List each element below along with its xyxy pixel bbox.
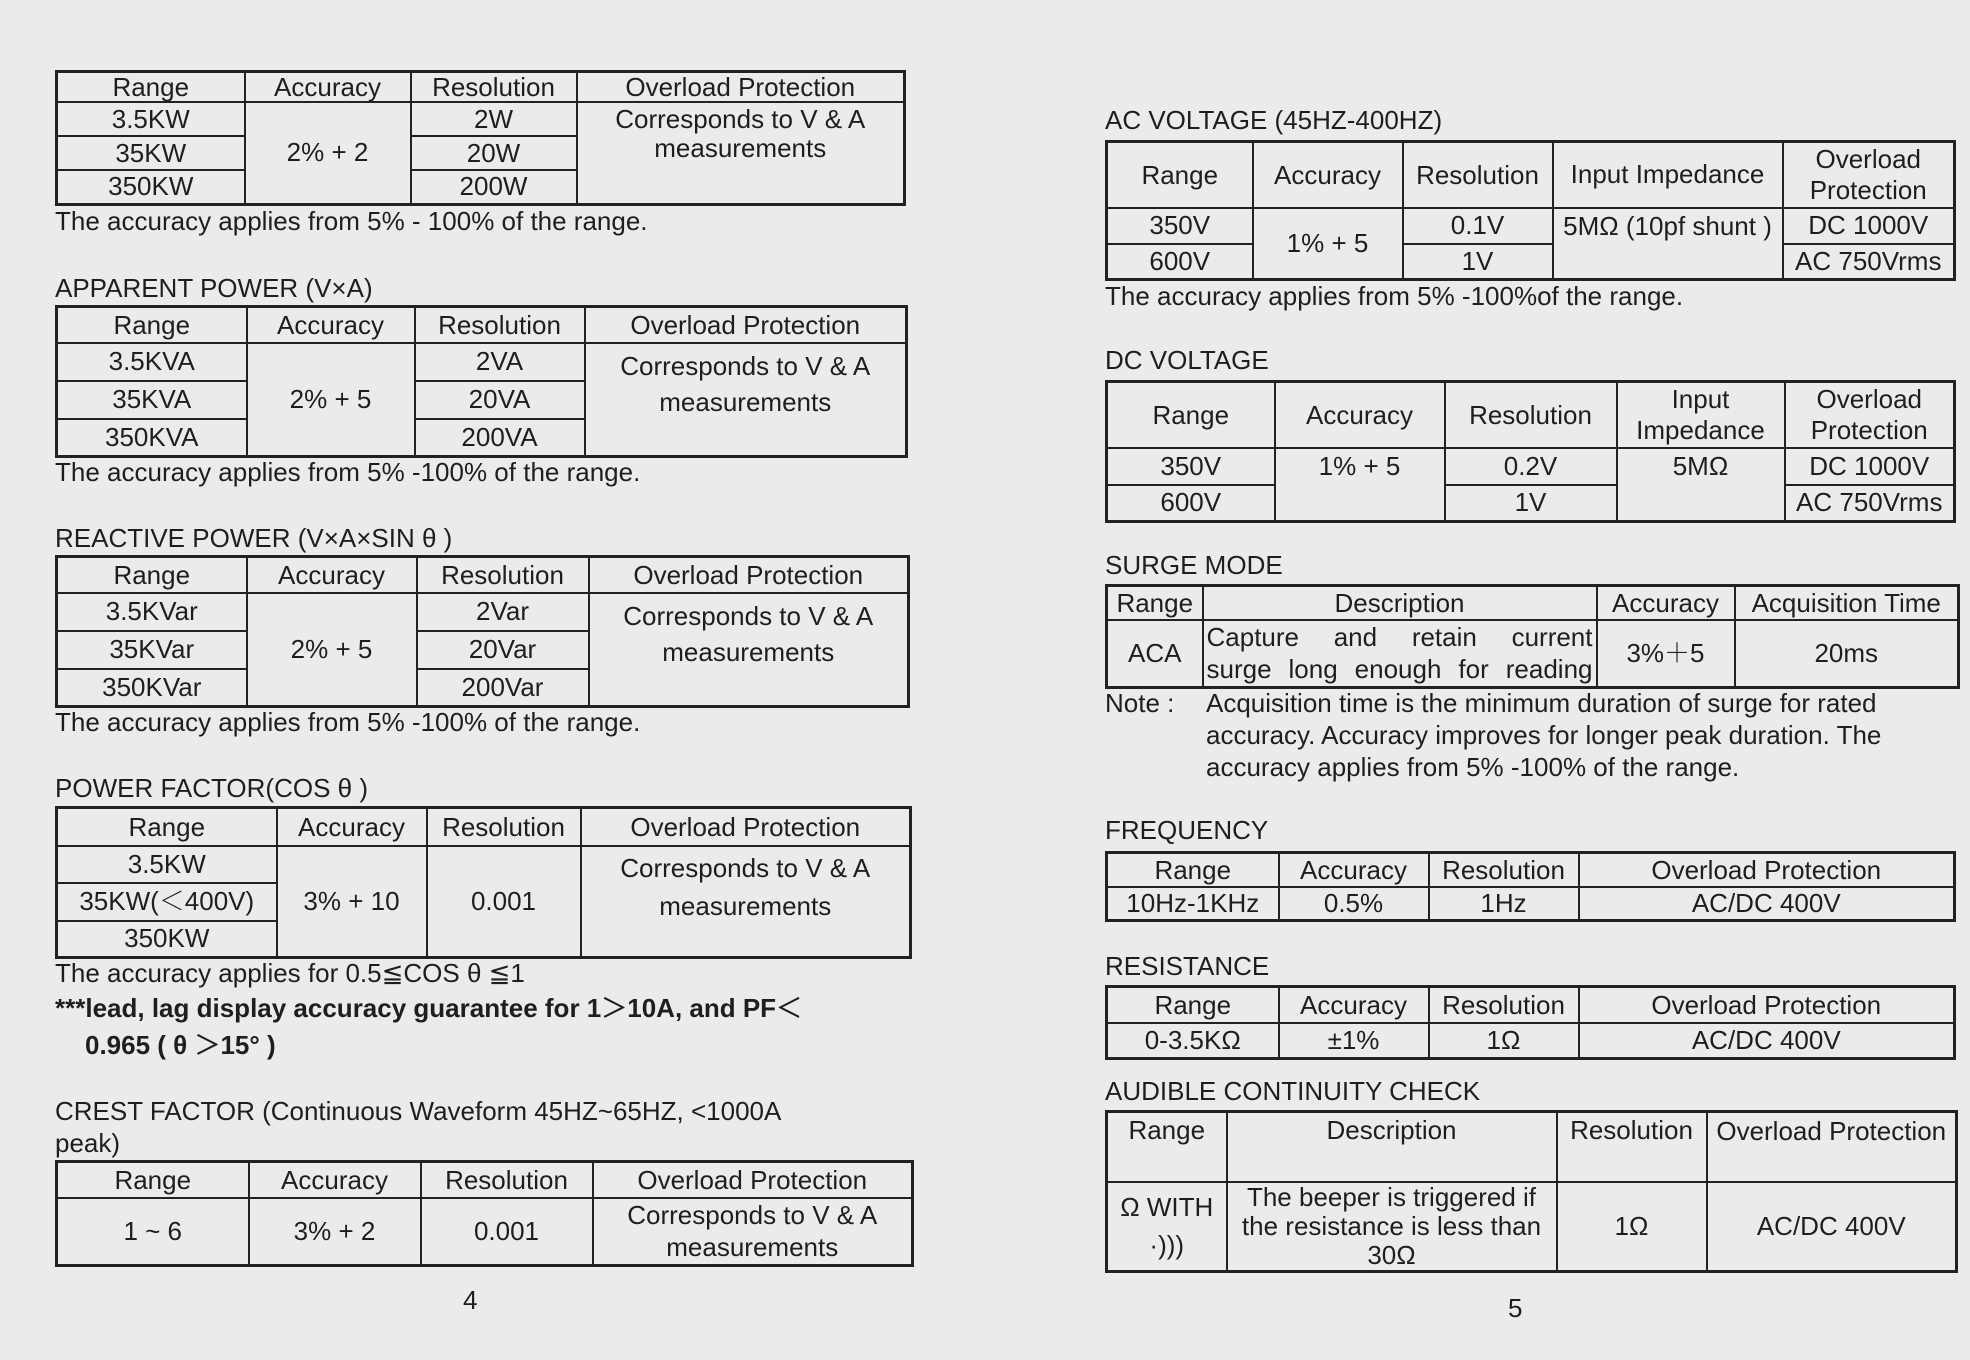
range-cell: 0-3.5KΩ: [1107, 1023, 1279, 1059]
overload-cell: [581, 846, 911, 958]
continuity-title: AUDIBLE CONTINUITY CHECK: [1105, 1076, 1481, 1106]
crest-factor-title-cont: peak): [55, 1128, 121, 1158]
range-cell: 350KVar: [57, 669, 247, 707]
ac-voltage-title: AC VOLTAGE (45HZ-400HZ): [1105, 105, 1443, 135]
col-header: Resolution: [1403, 142, 1553, 208]
resolution-cell: 1V: [1403, 244, 1553, 280]
continuity-table: [1105, 1110, 1958, 1273]
range-cell: 35KVar: [57, 631, 247, 669]
col-header: Range: [1107, 987, 1279, 1023]
overload-line: measurements: [666, 1232, 839, 1263]
overload-cell: AC 750Vrms: [1785, 485, 1955, 522]
range-cell: 3.5KW: [57, 846, 277, 883]
col-header: Resolution: [415, 307, 585, 343]
overload-line: measurements: [662, 636, 835, 667]
overload-cell: AC/DC 400V: [1579, 1023, 1955, 1059]
col-header: Accuracy: [249, 1162, 421, 1198]
resolution-cell: 2W: [411, 102, 577, 136]
col-header: Resolution: [1445, 382, 1617, 448]
col-header: Overload Protection: [593, 1162, 913, 1198]
description-line: Capture and retain current: [1206, 622, 1593, 653]
range-cell: 600V: [1107, 485, 1275, 522]
col-header: Overload Protection: [1783, 142, 1955, 208]
col-header: Accuracy: [1279, 853, 1429, 887]
range-cell: ACA: [1107, 620, 1203, 688]
surge-mode-title: SURGE MODE: [1105, 550, 1283, 580]
continuity-beeper-symbol: ·))): [1149, 1230, 1185, 1261]
accuracy-cell: 0.5%: [1279, 887, 1429, 921]
accuracy-cell: ±1%: [1279, 1023, 1429, 1059]
description-line: surge long enough for reading: [1206, 654, 1593, 685]
surge-note-label: Note :: [1105, 688, 1175, 718]
resistance-table: [1105, 985, 1956, 1060]
col-header: Description: [1227, 1112, 1557, 1182]
resolution-cell: 1Hz: [1429, 887, 1579, 921]
range-cell: 35KVA: [57, 381, 247, 419]
accuracy-cell: 1% + 5: [1275, 448, 1445, 522]
range-cell: 350KW: [57, 921, 277, 958]
power-table: [55, 70, 906, 206]
power-factor-note: The accuracy applies for 0.5≦COS θ ≦1: [55, 958, 525, 988]
range-cell: 350KVA: [57, 419, 247, 457]
range-cell: 3.5KVA: [57, 343, 247, 381]
reactive-power-table: [55, 555, 910, 708]
resolution-cell: 0.001: [421, 1198, 593, 1266]
acquisition-time-cell: 20ms: [1735, 620, 1959, 688]
power-factor-lead-lag-note: ***lead, lag display accuracy guarantee for 1＞10A, and PF＜: [55, 993, 803, 1023]
resolution-cell: 20VA: [415, 381, 585, 419]
description-cell: [1203, 620, 1597, 688]
frequency-title: FREQUENCY: [1105, 815, 1269, 845]
resolution-cell: 20W: [411, 136, 577, 170]
col-header: Range: [1107, 853, 1279, 887]
overload-cell: DC 1000V: [1783, 208, 1955, 244]
range-cell: [1107, 1182, 1227, 1272]
resolution-cell: 2Var: [417, 593, 589, 631]
impedance-cell: 5MΩ: [1617, 448, 1785, 522]
overload-cell: [589, 593, 909, 707]
dc-voltage-title: DC VOLTAGE: [1105, 345, 1269, 375]
col-header: Range: [57, 307, 247, 343]
range-cell: 3.5KVar: [57, 593, 247, 631]
col-header: Accuracy: [1279, 987, 1429, 1023]
col-header: Accuracy: [245, 72, 411, 103]
col-header: Range: [57, 808, 277, 846]
crest-factor-table: [55, 1160, 914, 1267]
dc-voltage-table: [1105, 380, 1956, 523]
col-header: Overload Protection: [589, 557, 909, 593]
power-factor-title: POWER FACTOR(COS θ ): [55, 773, 368, 803]
resolution-cell: 200Var: [417, 669, 589, 707]
overload-cell: AC/DC 400V: [1707, 1182, 1957, 1272]
col-header: Overload Protection: [1579, 853, 1955, 887]
col-header: Range: [57, 72, 245, 103]
apparent-power-table: [55, 305, 908, 458]
overload-line: measurements: [659, 386, 832, 417]
resolution-cell: 2VA: [415, 343, 585, 381]
frequency-table: [1105, 851, 1956, 922]
range-cell: 350KW: [57, 170, 245, 204]
range-cell: 35KW: [57, 136, 245, 170]
surge-note-line: Acquisition time is the minimum duration of surge for rated: [1206, 688, 1877, 718]
reactive-power-title: REACTIVE POWER (V×A×SIN θ ): [55, 523, 453, 553]
accuracy-cell: 3%＋5: [1597, 620, 1735, 688]
col-header: Range: [1107, 382, 1275, 448]
range-cell: 10Hz-1KHz: [1107, 887, 1279, 921]
power-factor-table: [55, 806, 912, 959]
col-header: Overload Protection: [1579, 987, 1955, 1023]
ac-voltage-note: The accuracy applies from 5% -100%of the range.: [1105, 281, 1684, 311]
power-factor-lead-lag-note-cont: 0.965 ( θ ＞15° ): [85, 1030, 276, 1060]
col-header: Resolution: [1557, 1112, 1707, 1182]
resolution-cell: 0.001: [427, 846, 581, 958]
col-header: Input Impedance: [1617, 382, 1785, 448]
col-header: Resolution: [427, 808, 581, 846]
col-header: Resolution: [1429, 987, 1579, 1023]
accuracy-cell: 3% + 10: [277, 846, 427, 958]
reactive-power-note: The accuracy applies from 5% -100% of the range.: [55, 707, 641, 737]
accuracy-cell: 2% + 5: [247, 343, 415, 457]
overload-line: measurements: [659, 890, 832, 921]
accuracy-cell: 1% + 5: [1253, 208, 1403, 280]
overload-cell: [585, 343, 907, 457]
overload-cell: AC/DC 400V: [1579, 887, 1955, 921]
accuracy-cell: 2% + 2: [245, 102, 411, 204]
col-header: Overload Protection: [1785, 382, 1955, 448]
range-cell: 3.5KW: [57, 102, 245, 136]
col-header: Accuracy: [277, 808, 427, 846]
surge-note-line: accuracy. Accuracy improves for longer peak duration. The: [1206, 720, 1882, 750]
resolution-cell: 1Ω: [1557, 1182, 1707, 1272]
col-header: Range: [1107, 142, 1253, 208]
resolution-cell: 1V: [1445, 485, 1617, 522]
accuracy-cell: 3% + 2: [249, 1198, 421, 1266]
description-line: The beeper is triggered if: [1246, 1181, 1537, 1212]
col-header: Range: [57, 1162, 249, 1198]
description-line: the resistance is less than: [1241, 1210, 1542, 1241]
surge-note-line: accuracy applies from 5% -100% of the range.: [1206, 752, 1740, 782]
description-line: 30Ω: [1367, 1239, 1416, 1270]
page-number: 5: [1508, 1293, 1523, 1323]
overload-cell: DC 1000V: [1785, 448, 1955, 485]
overload-cell: [593, 1198, 913, 1266]
col-header: Overload Protection: [1707, 1112, 1957, 1182]
col-header: Resolution: [417, 557, 589, 593]
overload-cell: AC 750Vrms: [1783, 244, 1955, 280]
col-header: Accuracy: [1275, 382, 1445, 448]
overload-line: measurements: [654, 133, 827, 163]
col-header: Accuracy: [247, 557, 417, 593]
col-header: Range: [1107, 586, 1203, 620]
resolution-cell: 0.2V: [1445, 448, 1617, 485]
overload-line: Corresponds to V & A: [623, 600, 874, 631]
col-header: Overload Protection: [581, 808, 911, 846]
accuracy-cell: 2% + 5: [247, 593, 417, 707]
overload-line: Corresponds to V & A: [620, 350, 871, 381]
range-cell: 35KW(＜400V): [57, 883, 277, 921]
page-number: 4: [463, 1285, 478, 1315]
crest-factor-title: CREST FACTOR (Continuous Waveform 45HZ~65HZ, <1000A: [55, 1096, 782, 1126]
power-note: The accuracy applies from 5% - 100% of the range.: [55, 206, 648, 236]
overload-line: Corresponds to V & A: [615, 104, 866, 134]
col-header: Overload Protection: [585, 307, 907, 343]
ac-voltage-table: [1105, 140, 1956, 281]
col-header: Description: [1203, 586, 1597, 620]
range-line: Ω WITH: [1120, 1192, 1214, 1223]
range-cell: 350V: [1107, 448, 1275, 485]
col-header: Input Impedance: [1553, 142, 1783, 208]
apparent-power-note: The accuracy applies from 5% -100% of the range.: [55, 457, 641, 487]
resolution-cell: 200W: [411, 170, 577, 204]
col-header: Resolution: [411, 72, 577, 103]
overload-line: Corresponds to V & A: [620, 852, 871, 883]
description-cell: [1227, 1182, 1557, 1272]
col-header: Resolution: [421, 1162, 593, 1198]
range-cell: 600V: [1107, 244, 1253, 280]
resolution-cell: 200VA: [415, 419, 585, 457]
col-header: Range: [1107, 1112, 1227, 1182]
apparent-power-title: APPARENT POWER (V×A): [55, 273, 373, 303]
col-header: Accuracy: [1253, 142, 1403, 208]
col-header: Accuracy: [247, 307, 415, 343]
overload-cell: [577, 102, 905, 204]
col-header: Overload Protection: [577, 72, 905, 103]
col-header: Resolution: [1429, 853, 1579, 887]
col-header: Range: [57, 557, 247, 593]
range-cell: 350V: [1107, 208, 1253, 244]
surge-mode-table: [1105, 584, 1960, 689]
resistance-title: RESISTANCE: [1105, 951, 1270, 981]
resolution-cell: 1Ω: [1429, 1023, 1579, 1059]
overload-line: Corresponds to V & A: [627, 1200, 878, 1231]
resolution-cell: 0.1V: [1403, 208, 1553, 244]
range-cell: 1 ~ 6: [57, 1198, 249, 1266]
resolution-cell: 20Var: [417, 631, 589, 669]
col-header: Acquisition Time: [1735, 586, 1959, 620]
impedance-cell: 5MΩ (10pf shunt ): [1553, 208, 1783, 280]
col-header: Accuracy: [1597, 586, 1735, 620]
